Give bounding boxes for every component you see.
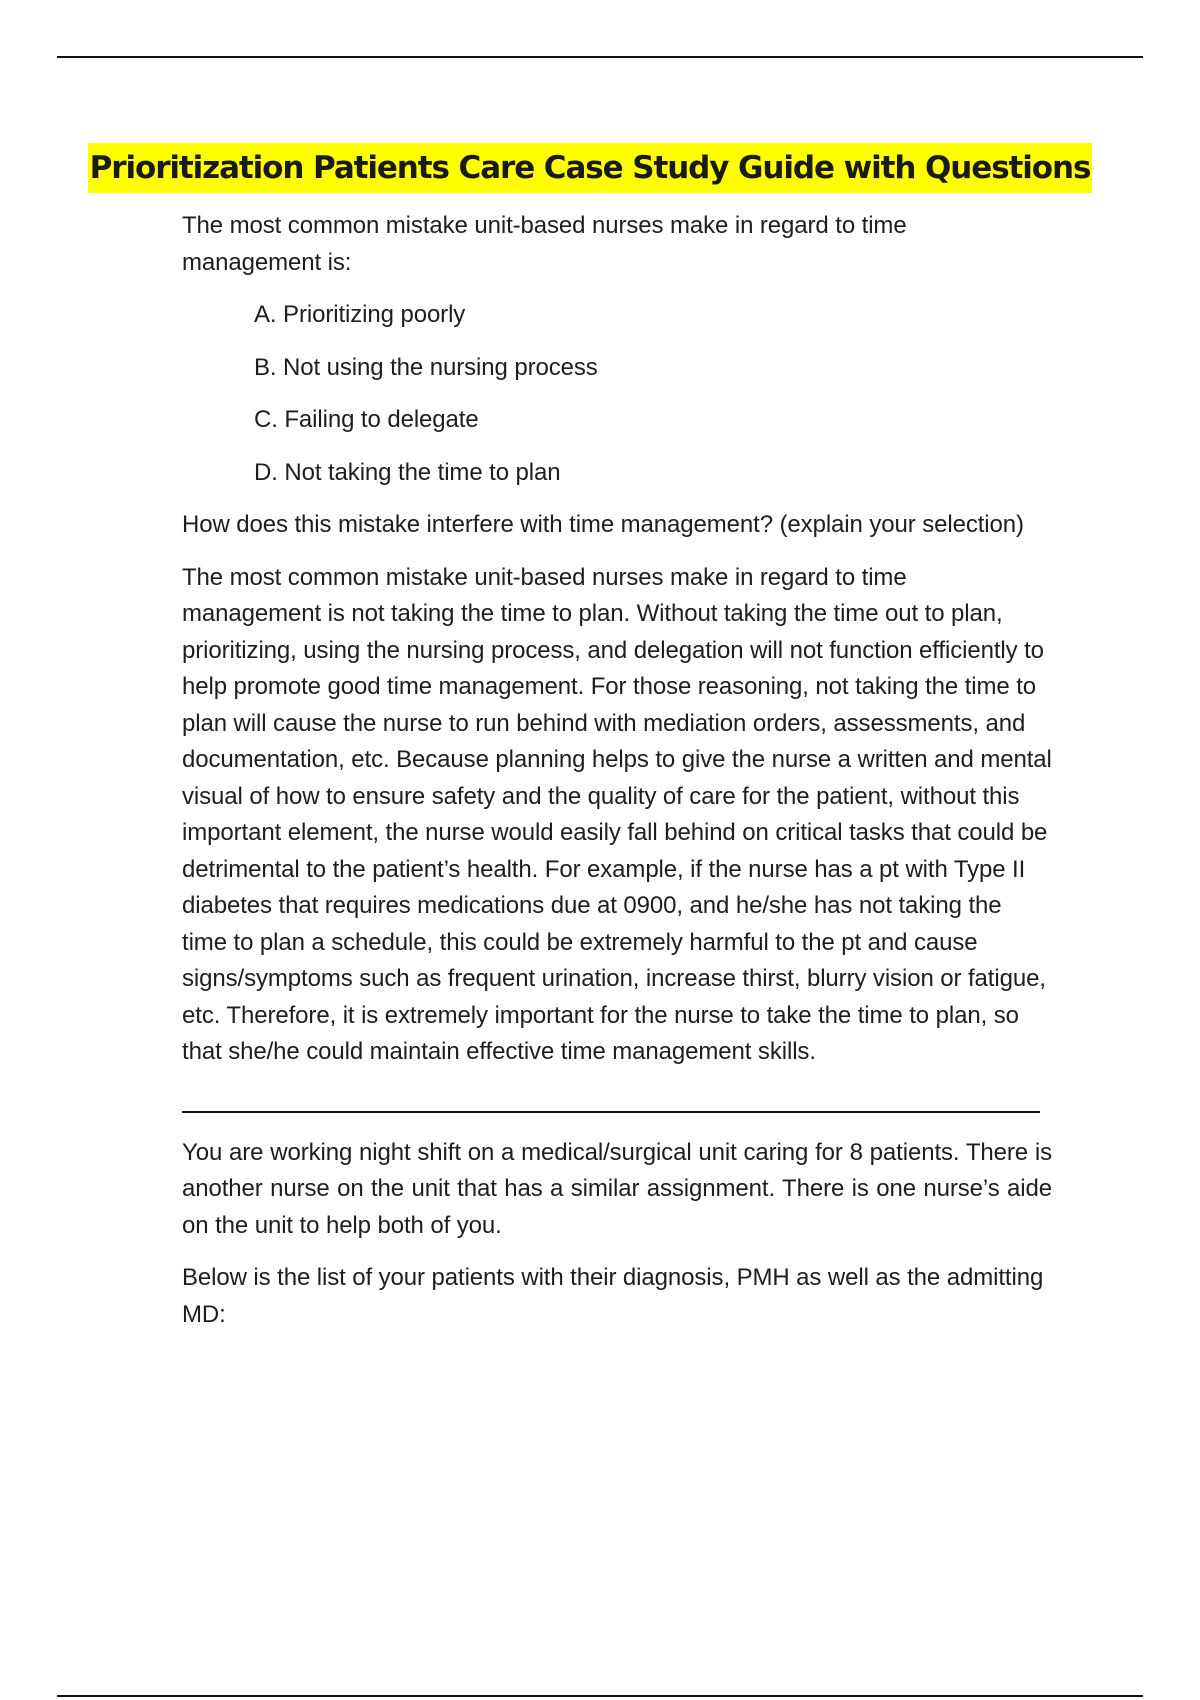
title-highlight: [88, 143, 1092, 193]
page-header-rule: [57, 56, 1143, 58]
document-title: Prioritization Patients Care Case Study Guide with Questions: [89, 150, 1091, 186]
question-2-answer: The most common mistake unit-based nurses make in regard to time management is not taking the time to plan. Without taking the time out to plan, prioritizing, using the nursing process, and delegation will not function efficiently to help promote good time management. For those reasoning, not taking the time to plan will cause the nurse to run behind with mediation orders, assessments, and documentation, etc. Because planning helps to give the nurse a written and mental visual of how to ensure safety and the quality of care for the patient, without this important element, the nurse would easily fall behind on critical tasks that could be detrimental to the patient’s health. For example, if the nurse has a pt with Type II diabetes that requires medications due at 0900, and he/she has not taking the time to plan a schedule, this could be extremely harmful to the pt and cause signs/symptoms such as frequent urination, increase thirst, blurry vision or fatigue, etc. Therefore, it is extremely important for the nurse to take the time to plan, so that she/he could maintain effective time management skills.: [182, 563, 1052, 1065]
page-footer-rule: [57, 1695, 1143, 1697]
section-divider: [182, 1111, 1040, 1113]
answer-option-a: A. Prioritizing poorly: [254, 301, 466, 328]
scenario-paragraph: You are working night shift on a medical/surgical unit caring for 8 patients. There is another nurse on the unit that has a similar assignment. There is one nurse’s aide on the unit to help both of you.: [182, 1138, 1052, 1239]
question-1-prompt: The most common mistake unit-based nurses make in regard to time management is:: [182, 212, 907, 276]
question-2-prompt: How does this mistake interfere with time management? (explain your selection): [182, 511, 1024, 538]
patient-list-intro: Below is the list of your patients with their diagnosis, PMH as well as the admitting MD:: [182, 1264, 1044, 1328]
document-body: [182, 208, 1052, 1349]
answer-option-c: C. Failing to delegate: [254, 406, 479, 433]
answer-option-b: B. Not using the nursing process: [254, 353, 598, 381]
answer-option-d: D. Not taking the time to plan: [254, 458, 561, 486]
answer-options-list: [254, 297, 1052, 491]
